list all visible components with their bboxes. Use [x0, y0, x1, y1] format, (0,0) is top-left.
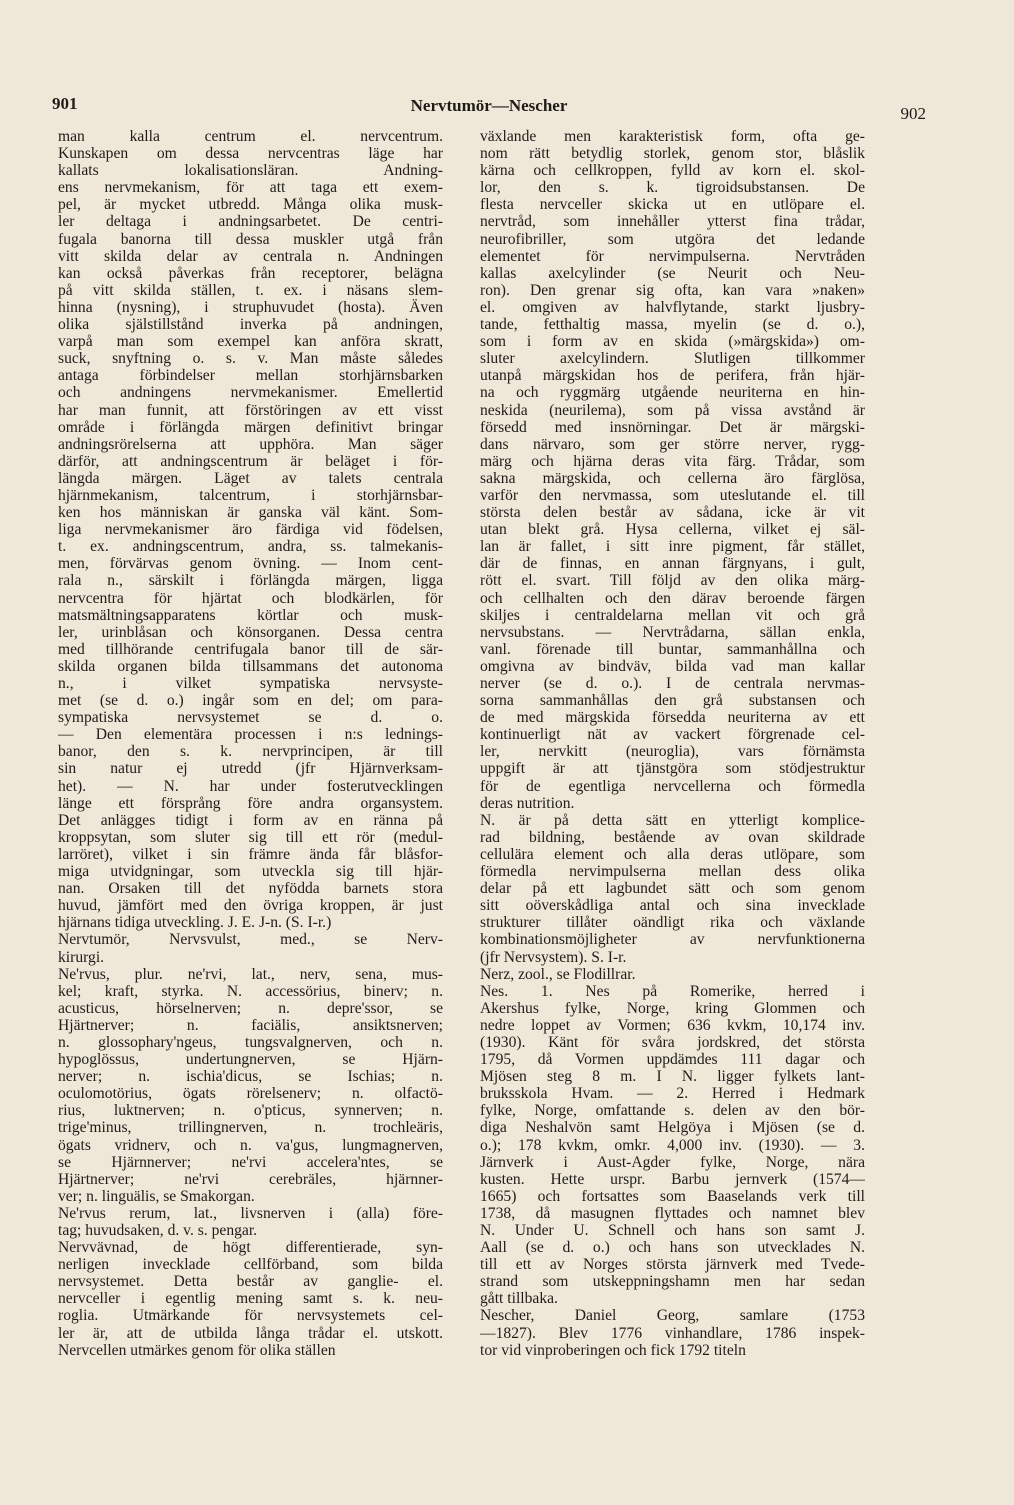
text-line: sin natur ej utredd (jfr Hjärnverksam-	[58, 760, 443, 778]
right-column	[480, 128, 865, 1359]
text-line: växlande men karakteristisk form, ofta ge-	[480, 128, 865, 145]
text-line: kirurgi.	[58, 948, 105, 966]
text-line: lor, den s. k. tigroidsubstansen. De	[480, 179, 865, 197]
text-line: strand som utskeppningshamn men har sedan	[480, 1273, 865, 1291]
text-line: sorna sammanhållas den grå substansen och	[480, 692, 865, 710]
text-line: Akershus fylke, Norge, kring Glommen och	[480, 999, 865, 1017]
text-line: t. ex. andningscentrum, andra, ss. talmekanis-	[58, 538, 443, 556]
text-line: de med märgskida försedda neuriterna av ett	[480, 709, 865, 727]
text-line: Ne'rvus rerum, lat., livsnerven i (alla) före-	[58, 1204, 443, 1222]
text-line: Aall (se d. o.) och hans son utvecklades N.	[480, 1239, 865, 1257]
text-line: nervcentra för hjärtat och blodkärlen, för	[58, 589, 443, 607]
text-line: till ett av Norges största järnverk med Tvede-	[480, 1256, 865, 1274]
running-title: Nervtumör—Nescher	[410, 96, 568, 115]
text-line: ler deltaga i andningsarbetet. De centri-	[58, 213, 443, 231]
text-line: kallats lokalisationsläran. Andning-	[58, 162, 443, 180]
text-line: antaga förbindelser mellan storhjärnsbarken	[58, 367, 443, 385]
text-line: hinna (nysning), i struphuvudet (hosta). Även	[58, 298, 443, 316]
text-line: banor, den s. k. nervprincipen, är till	[58, 743, 443, 761]
text-line: strukturer tillåter oändligt rika och växlande	[480, 914, 865, 932]
text-line: varför den nervmassa, som uteslutande el. till	[480, 486, 865, 504]
text-line: sakna märgskida, och cellerna äro färglösa,	[480, 469, 865, 487]
text-line: varpå man som exempel kan anföra skratt,	[58, 333, 443, 351]
text-line: trige'minus, trillingnerven, n. trochleäris,	[58, 1119, 443, 1137]
text-line: fylke, Norge, omfattande s. delen av den bör-	[480, 1102, 865, 1120]
text-line: ens nervmekanism, för att taga ett exem-	[58, 179, 443, 197]
text-line: deras nutrition.	[480, 794, 575, 812]
text-line: utan blekt grå. Hysa cellerna, vilket ej säl-	[480, 521, 865, 539]
page-number-left: 901	[52, 94, 78, 113]
text-line: hjärnans tidiga utveckling. J. E. J-n. (S. I-r.)	[58, 914, 332, 932]
text-line: Nes. 1. Nes på Romerike, herred i	[480, 982, 865, 1000]
text-line: 1738, då masugnen flyttades och namnet blev	[480, 1204, 865, 1222]
text-line: omgivna av bindväv, bilda vad man kallar	[480, 657, 865, 675]
text-line: sluter axelcylindern. Slutligen tillkommer	[480, 350, 865, 368]
text-line: nervsubstans. — Nervtrådarna, sällan enkla,	[480, 623, 865, 641]
text-line: rala n., särskilt i förlängda märgen, ligga	[58, 572, 443, 590]
text-line: kan också påverkas från receptorer, belägna	[58, 264, 443, 282]
text-line: nerver; n. ischia'dicus, se Ischias; n.	[58, 1068, 443, 1086]
text-line: nerligen invecklade cellförband, som bilda	[58, 1256, 443, 1274]
text-line: utanpå märgskidan hos de perifera, från hjär-	[480, 367, 865, 385]
text-line: tande, fetthaltig massa, myelin (se d. o.),	[480, 316, 865, 334]
text-line: delar på ett lagbundet sätt och som genom	[480, 880, 865, 898]
text-line: rött el. svart. Till följd av den olika märg-	[480, 572, 865, 590]
text-line: nan. Orsaken till det nyfödda barnets stora	[58, 880, 443, 898]
text-line: rius, luktnerven; n. o'pticus, synnerven; n.	[58, 1102, 443, 1120]
text-line: men, förvärvas genom övning. — Inom cent-	[58, 555, 443, 573]
text-line: skilda organen bilda tillsammans det autonoma	[58, 657, 443, 675]
text-line: ögats vridnerv, och n. va'gus, lungmagnerven,	[58, 1136, 443, 1154]
text-line: nervceller i egentlig mening samt s. k. neu-	[58, 1290, 443, 1308]
text-line: neurofibriller, som utgöra det ledande	[480, 230, 865, 248]
text-line: cellulära element och alla deras utlöpare, som	[480, 845, 865, 863]
text-line: larröret), vilket i sin främre ända får blåsfor-	[58, 845, 443, 863]
text-line: hypoglössus, undertungnerven, se Hjärn-	[58, 1051, 443, 1069]
text-line: Nervvävnad, de högt differentierade, syn-	[58, 1239, 443, 1257]
text-line: 1795, då Vormen uppdämdes 111 dagar och	[480, 1051, 865, 1069]
text-line: —1827). Blev 1776 vinhandlare, 1786 inspek-	[480, 1324, 865, 1342]
text-line: 1665) och fortsattes som Baaselands verk till	[480, 1187, 865, 1205]
text-line: ler, urinblåsan och könsorganen. Dessa centra	[58, 623, 443, 641]
text-line: flesta nervceller skicka ut en utlöpare el.	[480, 196, 865, 214]
text-line: gått tillbaka.	[480, 1290, 558, 1308]
text-line: ler, nervkitt (neuroglia), vars förnämsta	[480, 743, 865, 761]
page-header	[52, 94, 926, 123]
text-line: o.); 178 kvkm, omkr. 4,000 inv. (1930). — 3.	[480, 1136, 865, 1154]
text-line: största delen består av sådana, icke är vit	[480, 504, 865, 522]
text-line: na och ryggmärg utgående neuriterna en hin-	[480, 384, 865, 402]
text-line: för de egentliga nervcellerna och förmedla	[480, 777, 865, 795]
text-line: förmedla nervimpulserna mellan dess olika	[480, 863, 865, 881]
text-line: lan är fallet, i sitt inre pigment, får stället,	[480, 538, 865, 556]
text-line: nervtråd, som innehåller ytterst fina trådar,	[480, 213, 865, 231]
text-line: där de finnas, en annan färgnyans, i gult,	[480, 555, 865, 573]
text-line: fugala banorna till dessa muskler utgå från	[58, 230, 443, 248]
text-line: met (se d. o.) ingår som en del; om para-	[58, 692, 443, 710]
text-line: kel; kraft, styrka. N. accessörius, binerv; n.	[58, 982, 443, 1000]
text-line: tor vid vinproberingen och fick 1792 titeln	[480, 1341, 746, 1359]
text-line: längda märgen. Läget av talets centrala	[58, 469, 443, 487]
text-line: tag; huvudsaken, d. v. s. pengar.	[58, 1222, 258, 1239]
text-line: man kalla centrum el. nervcentrum.	[58, 128, 443, 145]
left-column	[58, 128, 443, 1359]
text-line: roglia. Utmärkande för nervsystemets cel-	[58, 1307, 443, 1325]
text-line: olika själstillstånd inverka på andningen,	[58, 316, 443, 334]
text-line: (1930). Känt för svåra jordskred, det största	[480, 1033, 865, 1051]
text-line: nedre loppet av Vormen; 636 kvkm, 10,174 inv.	[480, 1016, 865, 1034]
text-line: därför, att andningscentrum är beläget i för-	[58, 452, 443, 470]
text-line: kallas axelcylinder (se Neurit och Neu-	[480, 264, 865, 282]
text-line: neskida (neurilema), som på vissa avstånd är	[480, 401, 865, 419]
text-line: och cellhalten och den därav beroende färgen	[480, 589, 865, 607]
text-line: (jfr Nervsystem). S. I-r.	[480, 948, 627, 966]
text-line: oculomotörius, ögats rörelsenerv; n. olfactö-	[58, 1085, 443, 1103]
page-number-right: 902	[900, 104, 926, 123]
text-line: vitt skilda delar av centrala n. Andningen	[58, 247, 443, 265]
text-line: huvud, jämfört med den övriga kroppen, är just	[58, 897, 443, 915]
text-line: andningsrörelserna att upphöra. Man säger	[58, 435, 443, 453]
text-line: n. glossophary'ngeus, tungsvalgnerven, och n.	[58, 1033, 443, 1051]
text-line: ler är, att de utbilda långa trådar el. utskott.	[58, 1324, 443, 1342]
text-line: sitt oöverskådliga antal och sina invecklade	[480, 897, 865, 915]
text-line: N. är på detta sätt en ytterligt komplice-	[480, 811, 865, 829]
text-line: skiljes i centraldelarna mellan vit och grå	[480, 606, 865, 624]
text-line: N. Under U. Schnell och hans son samt J.	[480, 1222, 865, 1239]
text-line: Det anlägges tidigt i form av en ränna på	[58, 811, 443, 829]
text-line: nom rätt betydlig storlek, genom stor, blåslik	[480, 145, 865, 163]
text-line: ken hos människan är ganska väl känt. Som-	[58, 504, 443, 522]
text-line: område i förlängda märgen definitivt bringar	[58, 418, 443, 436]
text-line: suck, snyftning o. s. v. Man måste således	[58, 350, 443, 368]
text-line: Hjärtnerver; n. faciälis, ansiktsnerven;	[58, 1016, 443, 1034]
text-line: Nescher, Daniel Georg, samlare (1753	[480, 1307, 865, 1325]
text-line: kärna och cellkroppen, fylld av korn el. skol-	[480, 162, 865, 180]
text-line: el. omgiven av halvflytande, starkt ljusbry-	[480, 298, 865, 316]
text-line: matsmältningsapparatens körtlar och musk-	[58, 606, 443, 624]
text-line: Nerz, zool., se Flodillrar.	[480, 965, 636, 983]
text-line: nervsystemet. Detta består av ganglie- el.	[58, 1273, 443, 1291]
text-line: på vitt skilda ställen, t. ex. i näsans slem-	[58, 281, 443, 299]
text-line: miga utvidgningar, som utveckla sig till hjär-	[58, 863, 443, 881]
text-line: med tillhörande centrifugala banor till de sär-	[58, 640, 443, 658]
text-line: märg och hjärna deras vita färg. Trådar, som	[480, 452, 865, 470]
text-line: n., i vilket sympatiska nervsyste-	[58, 675, 443, 692]
text-line: — Den elementära processen i n:s lednings-	[58, 726, 443, 744]
text-line: försedd med insnörningar. Det är märgski-	[480, 418, 865, 436]
text-line: Kunskapen om dessa nervcentras läge har	[58, 145, 443, 163]
text-line: kusten. Hette urspr. Barbu jernverk (1574—	[480, 1170, 865, 1188]
text-line: het). — N. har under fosterutvecklingen	[58, 777, 443, 795]
text-line: dans närvaro, som ger större nerver, rygg-	[480, 435, 865, 453]
text-line: liga nervmekanismer äro färdiga vid födelsen,	[58, 521, 443, 539]
text-line: kroppsytan, som sluter sig till ett rör (medul-	[58, 828, 443, 846]
text-line: och andningens nervmekanismer. Emellertid	[58, 384, 443, 402]
text-line: rad bildning, bestående av ovan skildrade	[480, 828, 865, 846]
text-line: kontinuerligt nät av vackert förgrenade cel-	[480, 726, 865, 744]
text-line: diga Neshalvön samt Helgöya i Mjösen (se d.	[480, 1119, 865, 1137]
text-line: elementet för nervimpulserna. Nervtråden	[480, 247, 865, 265]
text-line: bruksskola Hvam. — 2. Herred i Hedmark	[480, 1085, 865, 1103]
text-line: se Hjärnnerver; ne'rvi accelera'ntes, se	[58, 1153, 443, 1171]
text-line: Nervcellen utmärkes genom för olika ställen	[58, 1341, 336, 1359]
text-line: Hjärtnerver; ne'rvi cerebräles, hjärnner-	[58, 1170, 443, 1188]
text-line: länge ett försprång före andra organsystem.	[58, 794, 443, 812]
text-line: sympatiska nervsystemet se d. o.	[58, 709, 443, 727]
text-line: ron). Den grenar sig ofta, kan vara »naken»	[480, 281, 865, 299]
text-line: har man funnit, att förstöringen av ett visst	[58, 401, 443, 419]
text-line: som i form av en skida (»märgskida») om-	[480, 333, 865, 351]
text-line: kombinationsmöjligheter av nervfunktionerna	[480, 931, 865, 949]
text-line: pel, är mycket utbredd. Många olika musk-	[58, 196, 443, 214]
text-line: acusticus, hörselnerven; n. depre'ssor, se	[58, 999, 443, 1017]
text-line: Mjösen steg 8 m. I N. ligger fylkets lant-	[480, 1068, 865, 1086]
text-line: vanl. förenade till buntar, sammanhållna och	[480, 640, 865, 658]
text-line: Järnverk i Aust-Agder fylke, Norge, nära	[480, 1153, 865, 1171]
text-line: nerver (se d. o.). I de centrala nervmas-	[480, 675, 865, 692]
text-line: ver; n. linguälis, se Smakorgan.	[58, 1187, 255, 1205]
text-line: Ne'rvus, plur. ne'rvi, lat., nerv, sena, mus-	[58, 965, 443, 983]
text-line: Nervtumör, Nervsvulst, med., se Nerv-	[58, 931, 443, 949]
text-line: uppgift är att tjänstgöra som stödjestruktur	[480, 760, 865, 778]
text-line: hjärnmekanism, talcentrum, i storhjärnsbar-	[58, 486, 443, 504]
